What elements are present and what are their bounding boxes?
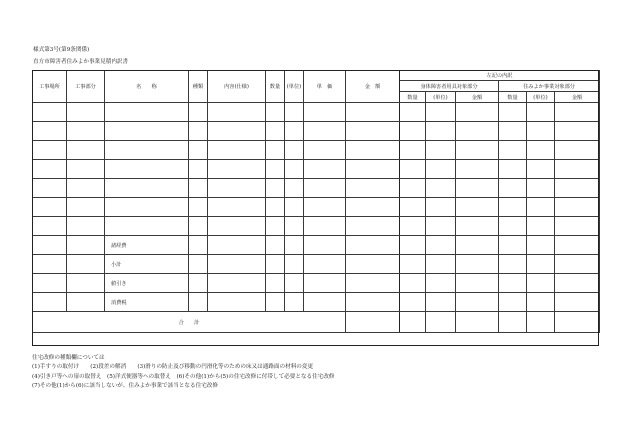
table-cell[interactable] (285, 217, 304, 236)
table-cell[interactable] (400, 160, 426, 179)
table-cell[interactable] (426, 274, 456, 293)
table-cell[interactable] (33, 255, 67, 274)
table-cell[interactable] (67, 217, 105, 236)
table-cell[interactable] (105, 217, 189, 236)
table-cell[interactable] (266, 217, 285, 236)
table-cell[interactable] (426, 141, 456, 160)
table-cell[interactable] (400, 293, 426, 312)
table-cell[interactable] (189, 122, 208, 141)
table-cell[interactable] (266, 179, 285, 198)
table-cell[interactable] (499, 274, 527, 293)
table-cell[interactable] (67, 255, 105, 274)
table-cell[interactable] (346, 179, 400, 198)
table-cell[interactable] (304, 160, 346, 179)
header-location: 工事場所 (33, 71, 67, 103)
table-cell[interactable] (527, 179, 555, 198)
table-cell[interactable] (400, 141, 426, 160)
table-cell[interactable] (456, 236, 499, 255)
total-row (33, 312, 600, 333)
note-line: (1)手すりの取付け (2)段差の解消 (3)滑りの防止及び移動の円滑化等のための床又は通路面の材料の変更 (32, 364, 314, 371)
row-label: 値引き (105, 274, 189, 293)
table-cell[interactable] (285, 179, 304, 198)
table-cell[interactable] (105, 198, 189, 217)
table-cell[interactable] (400, 274, 426, 293)
header-group1: 身体障害者用具対象部分 (400, 81, 499, 92)
table-cell[interactable] (426, 236, 456, 255)
table-cell[interactable] (555, 217, 600, 236)
table-cell[interactable] (527, 198, 555, 217)
table-cell[interactable] (67, 293, 105, 312)
page-title: 直方市障害者住みよか事業見積内訳書 (33, 59, 129, 65)
table-cell[interactable] (33, 141, 67, 160)
table-cell[interactable] (499, 198, 527, 217)
table-cell[interactable] (456, 255, 499, 274)
table-cell[interactable] (208, 236, 266, 255)
table-cell[interactable] (456, 103, 499, 122)
table-cell[interactable] (304, 141, 346, 160)
table-cell[interactable] (346, 198, 400, 217)
table-cell[interactable] (105, 122, 189, 141)
table-cell[interactable] (400, 179, 426, 198)
table-cell[interactable] (527, 141, 555, 160)
table-row (33, 255, 600, 274)
table-cell[interactable] (67, 274, 105, 293)
table-cell[interactable] (67, 236, 105, 255)
table-cell[interactable] (527, 236, 555, 255)
table-cell[interactable] (304, 122, 346, 141)
table-cell[interactable] (555, 312, 600, 333)
notes-heading: 住宅改修の種類欄については (32, 355, 105, 361)
table-cell[interactable] (346, 274, 400, 293)
table-cell[interactable] (499, 312, 527, 333)
table-cell[interactable] (499, 293, 527, 312)
table-cell[interactable] (555, 103, 600, 122)
table-cell[interactable] (304, 255, 346, 274)
table-cell[interactable] (456, 217, 499, 236)
table-cell[interactable] (527, 217, 555, 236)
table-cell[interactable] (33, 274, 67, 293)
table-cell[interactable] (304, 198, 346, 217)
row-label: 諸経費 (105, 236, 189, 255)
table-cell[interactable] (346, 141, 400, 160)
table-cell[interactable] (105, 160, 189, 179)
table-cell[interactable] (456, 293, 499, 312)
table-cell[interactable] (346, 160, 400, 179)
table-cell[interactable] (304, 274, 346, 293)
table-cell[interactable] (285, 255, 304, 274)
table-cell[interactable] (189, 236, 208, 255)
table-cell[interactable] (208, 274, 266, 293)
table-cell[interactable] (189, 255, 208, 274)
table-cell[interactable] (189, 103, 208, 122)
header-type: 種類 (189, 71, 208, 103)
table-cell[interactable] (33, 217, 67, 236)
table-cell[interactable] (67, 103, 105, 122)
table-cell[interactable] (189, 274, 208, 293)
table-cell[interactable] (527, 103, 555, 122)
table-cell[interactable] (527, 274, 555, 293)
table-cell[interactable] (285, 236, 304, 255)
table-cell[interactable] (189, 179, 208, 198)
table-cell[interactable] (67, 160, 105, 179)
table-cell[interactable] (105, 103, 189, 122)
form-number: 様式第3号(第9条関係) (33, 47, 90, 53)
header-section: 工事部分 (67, 71, 105, 103)
header-amount: 金 額 (346, 71, 400, 103)
table-cell[interactable] (266, 141, 285, 160)
table-cell[interactable] (208, 122, 266, 141)
sub-qty-2: 数量 (499, 92, 527, 103)
table-cell[interactable] (208, 293, 266, 312)
table-cell[interactable] (105, 179, 189, 198)
table-cell[interactable] (189, 217, 208, 236)
table-row (33, 236, 600, 255)
table-row (33, 160, 600, 179)
table-cell[interactable] (499, 141, 527, 160)
table-cell[interactable] (266, 293, 285, 312)
table-cell[interactable] (499, 103, 527, 122)
table-cell[interactable] (285, 274, 304, 293)
header-breakdown: 左記の内訳 (400, 71, 600, 81)
table-cell[interactable] (499, 179, 527, 198)
table-cell[interactable] (304, 293, 346, 312)
table-row (33, 217, 600, 236)
note-line: (4)引き戸等への扉の取替え (5)洋式便器等への取替え (6)その他(1)から(5)の住宅改修に付帯して必要となる住宅改修 (32, 373, 335, 380)
table-cell[interactable] (285, 122, 304, 141)
table-cell[interactable] (400, 236, 426, 255)
table-cell[interactable] (105, 141, 189, 160)
estimate-table (32, 70, 600, 333)
table-cell[interactable] (426, 255, 456, 274)
notes (32, 354, 335, 392)
table-cell[interactable] (189, 141, 208, 160)
header-unit: (単位) (285, 71, 304, 103)
note-line: (7)その他(1)から(6)に該当しないが、住みよか事業で該当となる住宅改修 (32, 383, 218, 390)
table-cell[interactable] (67, 122, 105, 141)
table-cell[interactable] (67, 141, 105, 160)
table-cell[interactable] (266, 160, 285, 179)
table-cell[interactable] (555, 293, 600, 312)
table-cell[interactable] (285, 293, 304, 312)
table-cell[interactable] (499, 160, 527, 179)
table-cell[interactable] (33, 103, 67, 122)
table-cell[interactable] (285, 141, 304, 160)
table-cell[interactable] (33, 179, 67, 198)
table-cell[interactable] (189, 198, 208, 217)
table-cell[interactable] (346, 236, 400, 255)
table-cell[interactable] (527, 293, 555, 312)
table-cell[interactable] (456, 160, 499, 179)
table-cell[interactable] (346, 122, 400, 141)
table-cell[interactable] (266, 255, 285, 274)
table-cell[interactable] (527, 122, 555, 141)
table-cell[interactable] (456, 179, 499, 198)
table-cell[interactable] (400, 103, 426, 122)
table-cell[interactable] (304, 103, 346, 122)
table-cell[interactable] (499, 122, 527, 141)
table-cell[interactable] (400, 217, 426, 236)
table-cell[interactable] (456, 274, 499, 293)
table-cell[interactable] (346, 255, 400, 274)
header-qty: 数量 (266, 71, 285, 103)
table-cell[interactable] (499, 217, 527, 236)
table-cell[interactable] (208, 198, 266, 217)
table-cell[interactable] (400, 255, 426, 274)
sub-unit-2: (単位) (527, 92, 555, 103)
table-cell[interactable] (456, 312, 499, 333)
table-cell[interactable] (426, 293, 456, 312)
table-row (33, 198, 600, 217)
table-row (33, 179, 600, 198)
table-cell[interactable] (555, 236, 600, 255)
total-label: 合 計 (33, 312, 346, 333)
table-cell[interactable] (266, 103, 285, 122)
table-cell[interactable] (33, 122, 67, 141)
table-cell[interactable] (266, 274, 285, 293)
table-cell[interactable] (304, 179, 346, 198)
row-label: 消費税 (105, 293, 189, 312)
table-cell[interactable] (400, 122, 426, 141)
table-cell[interactable] (285, 160, 304, 179)
table-cell[interactable] (285, 103, 304, 122)
table-cell[interactable] (208, 141, 266, 160)
row-label: 小計 (105, 255, 189, 274)
table-cell[interactable] (456, 141, 499, 160)
table-cell[interactable] (555, 198, 600, 217)
table-cell[interactable] (285, 198, 304, 217)
table-cell[interactable] (208, 160, 266, 179)
table-cell[interactable] (426, 312, 456, 333)
table-row (33, 103, 600, 122)
table-cell[interactable] (456, 198, 499, 217)
table-cell[interactable] (33, 236, 67, 255)
table-cell[interactable] (33, 160, 67, 179)
table-cell[interactable] (346, 293, 400, 312)
table-cell[interactable] (33, 198, 67, 217)
table-cell[interactable] (67, 198, 105, 217)
table-cell[interactable] (426, 160, 456, 179)
table-cell[interactable] (189, 160, 208, 179)
table-cell[interactable] (426, 179, 456, 198)
table-row (33, 141, 600, 160)
header-content: 内容(仕様) (208, 71, 266, 103)
table-cell[interactable] (400, 312, 426, 333)
table-cell[interactable] (400, 198, 426, 217)
table-cell[interactable] (208, 217, 266, 236)
table-cell[interactable] (426, 198, 456, 217)
table-cell[interactable] (67, 179, 105, 198)
table-cell[interactable] (555, 274, 600, 293)
table-cell[interactable] (555, 122, 600, 141)
table-cell[interactable] (527, 312, 555, 333)
table-cell[interactable] (304, 217, 346, 236)
table-row (33, 293, 600, 312)
table-cell[interactable] (499, 236, 527, 255)
table-cell[interactable] (208, 103, 266, 122)
table-cell[interactable] (456, 122, 499, 141)
table-cell[interactable] (266, 122, 285, 141)
table-row (33, 122, 600, 141)
table-cell[interactable] (208, 179, 266, 198)
sub-amount-1: 金額 (456, 92, 499, 103)
table-cell[interactable] (426, 103, 456, 122)
sub-qty-1: 数量 (400, 92, 426, 103)
table-row (33, 274, 600, 293)
table-cell[interactable] (527, 255, 555, 274)
table-cell[interactable] (304, 236, 346, 255)
table-cell[interactable] (266, 198, 285, 217)
sub-amount-2: 金額 (555, 92, 600, 103)
table-cell[interactable] (426, 217, 456, 236)
table-cell[interactable] (346, 312, 400, 333)
table-cell[interactable] (555, 141, 600, 160)
table-cell[interactable] (499, 255, 527, 274)
table-cell[interactable] (266, 236, 285, 255)
table-cell[interactable] (555, 255, 600, 274)
header-group2: 住みよか事業対象部分 (499, 81, 600, 92)
table-cell[interactable] (346, 217, 400, 236)
table-cell[interactable] (426, 122, 456, 141)
table-cell[interactable] (555, 179, 600, 198)
table-cell[interactable] (189, 293, 208, 312)
header-name: 名 称 (105, 71, 189, 103)
table-cell[interactable] (33, 293, 67, 312)
table-cell[interactable] (527, 160, 555, 179)
table-cell[interactable] (555, 160, 600, 179)
table-cell[interactable] (208, 255, 266, 274)
table-cell[interactable] (346, 103, 400, 122)
sub-unit-1: (単位) (426, 92, 456, 103)
header-price: 単 価 (304, 71, 346, 103)
